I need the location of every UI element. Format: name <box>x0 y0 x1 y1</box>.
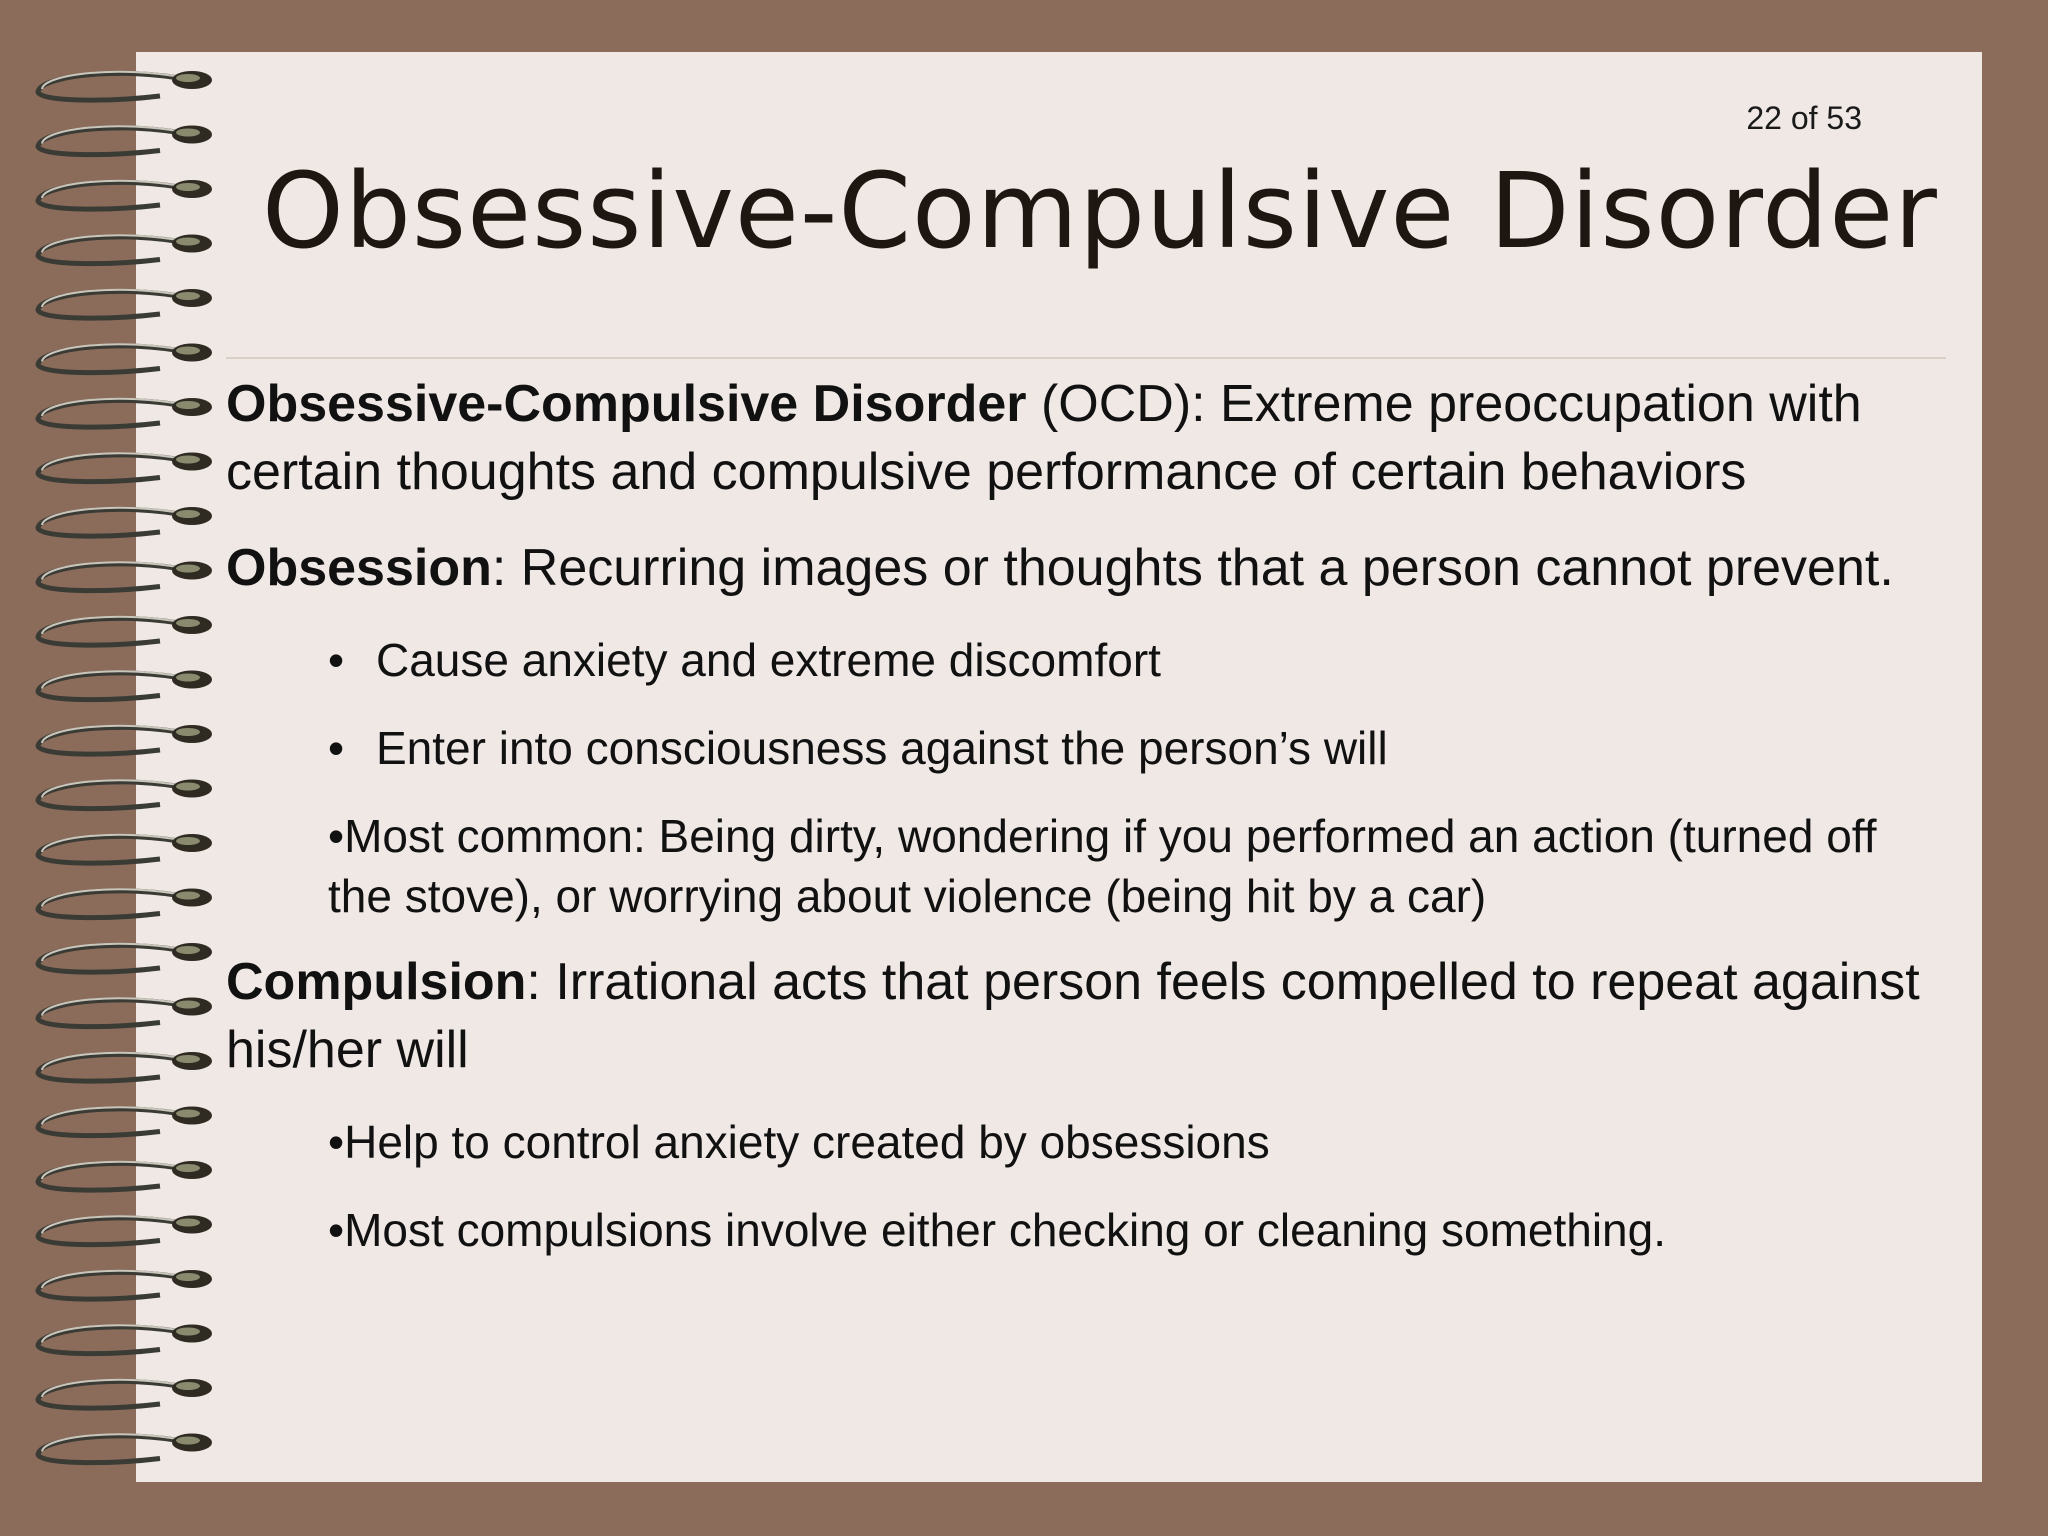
definition-obsession <box>226 534 1946 602</box>
spiral-ring <box>38 1216 212 1245</box>
spiral-ring <box>38 235 212 264</box>
slide-title: Obsessive-Compulsive Disorder <box>262 150 1938 272</box>
term-ocd: Obsessive-Compulsive Disorder <box>226 375 1027 433</box>
spiral-ring <box>38 126 212 155</box>
definition-compulsion <box>226 948 1946 1084</box>
list-item: •Help to control anxiety created by obsessions <box>328 1116 1270 1168</box>
spiral-ring <box>38 1325 212 1354</box>
spiral-ring <box>38 1052 212 1081</box>
term-obsession: Obsession <box>226 539 492 597</box>
list-item <box>328 718 1946 778</box>
spiral-ring <box>38 943 212 972</box>
spiral-ring <box>38 1161 212 1190</box>
spiral-binding <box>0 52 240 1482</box>
obsession-note: •Most common: Being dirty, wondering if you performed an action (turned off the stove), or worrying about violence (being hit by a car) <box>328 810 1877 922</box>
list-item: •Most compulsions involve either checking or cleaning something. <box>328 1204 1666 1256</box>
spiral-ring <box>38 1270 212 1299</box>
definition-compulsion-text: : Irrational acts that person feels compelled to repeat against his/her will <box>226 953 1920 1079</box>
title-divider <box>226 357 1946 359</box>
spiral-ring <box>38 834 212 863</box>
spiral-ring <box>38 1434 212 1463</box>
bullet-glyph: • <box>328 722 345 774</box>
spiral-ring <box>38 289 212 318</box>
bullet-text: Cause anxiety and extreme discomfort <box>376 634 1161 686</box>
spiral-ring <box>38 1107 212 1136</box>
slide-body <box>226 370 1946 1288</box>
spiral-ring <box>38 998 212 1027</box>
list-item <box>328 630 1946 690</box>
definition-ocd <box>226 370 1946 506</box>
spiral-ring <box>38 889 212 918</box>
definition-ocd-text: (OCD): Extreme preoccupation with certain thoughts and compulsive performance of certain behaviors <box>226 375 1862 501</box>
definition-obsession-text: : Recurring images or thoughts that a person cannot prevent. <box>491 539 1894 597</box>
spiral-ring <box>38 180 212 209</box>
bullet-glyph: • <box>328 634 345 686</box>
page-number: 22 of 53 <box>1746 100 1862 136</box>
term-compulsion: Compulsion <box>226 953 527 1011</box>
spiral-ring <box>38 725 212 754</box>
spiral-ring <box>38 453 212 482</box>
spiral-ring <box>38 71 212 100</box>
bullet-text: Enter into consciousness against the person’s will <box>376 722 1388 774</box>
spiral-ring <box>38 398 212 427</box>
spiral-ring <box>38 671 212 700</box>
spiral-ring <box>38 616 212 645</box>
spiral-ring <box>38 562 212 591</box>
spiral-ring <box>38 1379 212 1408</box>
spiral-ring <box>38 780 212 809</box>
spiral-ring <box>38 507 212 536</box>
spiral-ring <box>38 344 212 373</box>
